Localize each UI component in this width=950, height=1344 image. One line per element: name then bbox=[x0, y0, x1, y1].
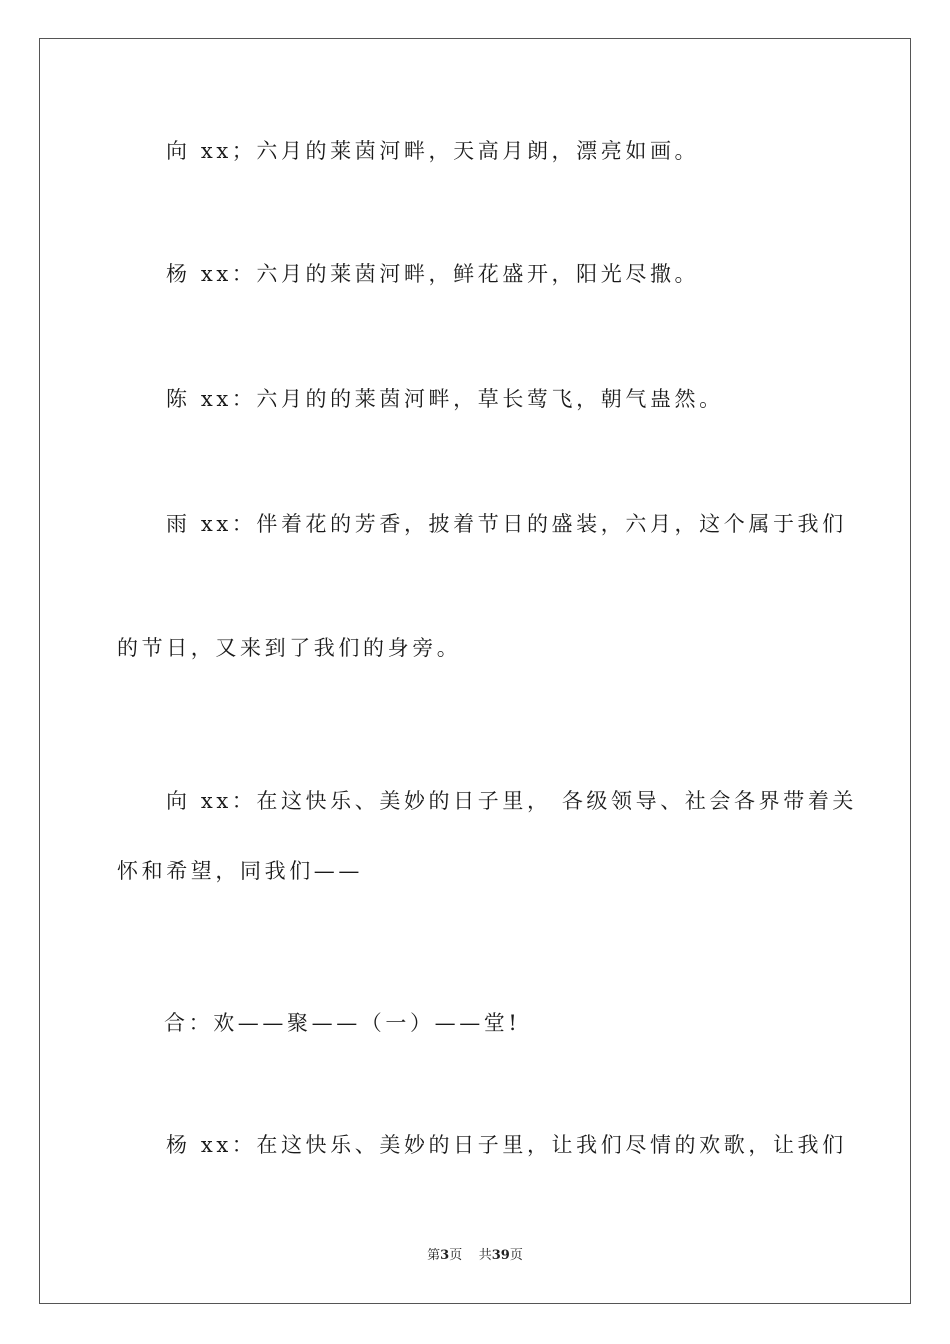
page-footer bbox=[0, 1246, 950, 1266]
footer-total-prefix: 共 bbox=[478, 1248, 492, 1263]
footer-total-pages: 39 bbox=[491, 1248, 510, 1263]
dialogue-line-3: 陈 xx：六月的的莱茵河畔，草长莺飞，朝气蛊然。 bbox=[166, 387, 724, 411]
footer-page-number: 3 bbox=[440, 1248, 450, 1263]
dialogue-line-6: 合：欢——聚——（一）——堂! bbox=[164, 1011, 521, 1035]
dialogue-line-2: 杨 xx：六月的莱茵河畔，鲜花盛开，阳光尽撒。 bbox=[166, 262, 700, 286]
dialogue-line-4: 雨 xx：伴着花的芳香，披着节日的盛装，六月，这个属于我们 bbox=[166, 512, 847, 536]
dialogue-line-1: 向 xx；六月的莱茵河畔，天高月朗，漂亮如画。 bbox=[166, 139, 700, 163]
footer-total-suffix: 页 bbox=[509, 1248, 523, 1263]
footer-page-prefix: 第 bbox=[427, 1248, 441, 1263]
dialogue-line-5: 向 xx：在这快乐、美妙的日子里， 各级领导、社会各界带着关 bbox=[166, 789, 858, 813]
dialogue-line-4-continued: 的节日，又来到了我们的身旁。 bbox=[117, 636, 462, 660]
footer-page-suffix: 页 bbox=[449, 1248, 463, 1263]
dialogue-line-5-continued: 怀和希望，同我们—— bbox=[117, 859, 363, 883]
page-border bbox=[39, 38, 911, 1304]
dialogue-line-7: 杨 xx：在这快乐、美妙的日子里，让我们尽情的欢歌，让我们 bbox=[166, 1133, 847, 1157]
